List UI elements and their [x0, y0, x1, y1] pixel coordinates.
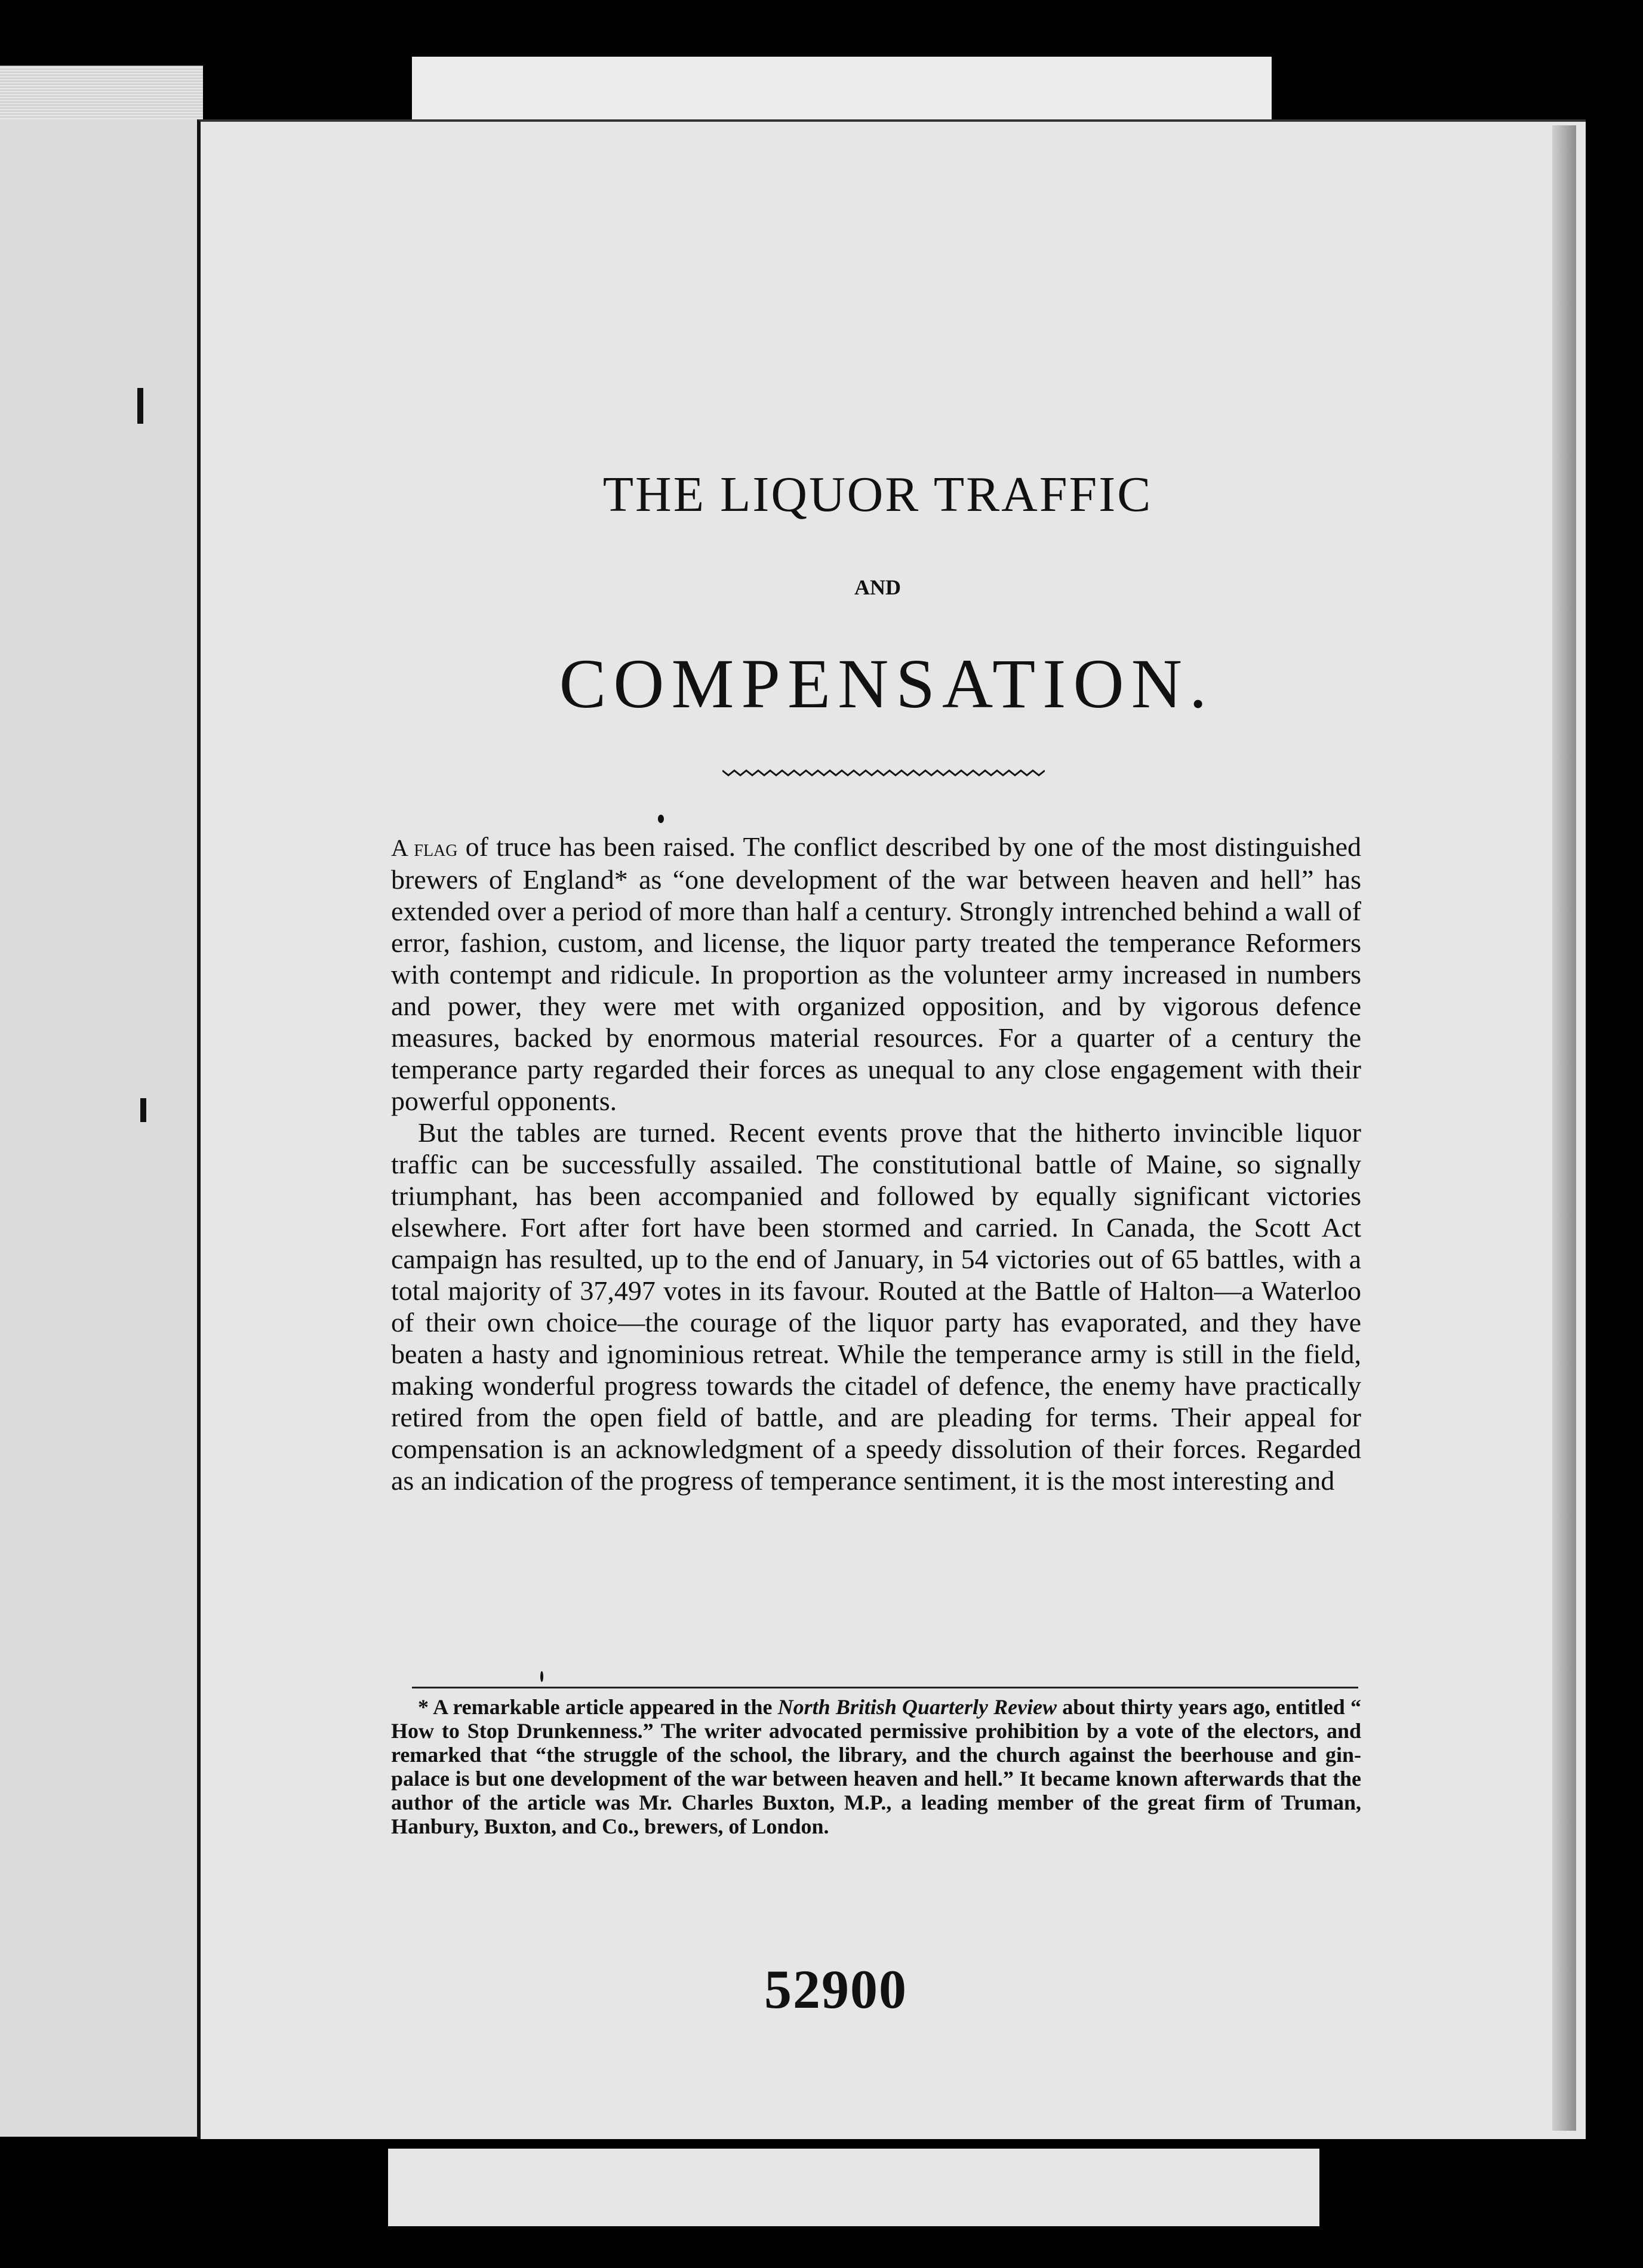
- document-subtitle: COMPENSATION.: [559, 645, 1214, 723]
- bottom-page-tab: [388, 2149, 1319, 2226]
- footnote-journal: North British Quarterly Review: [777, 1695, 1057, 1719]
- footnote-divider: [412, 1687, 1358, 1688]
- decorative-zigzag-rule: [722, 768, 1045, 778]
- paragraph-2: But the tables are turned. Recent events prove that the hitherto invincible liquor traffic can be successfully assailed. The constitutional battle of Maine, so signally triumphant, has been accompanied and followed by equally significant victories elsewhere. Fort after fort have been stormed and carried. In Canada, the Scott Act campaign has resulted, up to the end of January, in 54 victories out of 65 battles, with a total majority of 37,497 votes in its favour. Routed at the Battle of Halton—a Waterloo of their own choice—the courage of the liquor party has evaporated, and they have beaten a hasty and ignominious retreat. While the temperance army is still in the field, making wonderful progress towards the citadel of defence, the enemy have practically retired from the open field of battle, and are pleading for terms. Their appeal for compensation is an acknowledgment of a speedy dissolution of their forces. Regarded as an indication of the progress of temperance sentiment, it is the most interesting and: [391, 1117, 1361, 1496]
- paragraph-1-text: of truce has been raised. The conflict described by one of the most distinguished brewers of England* as “one development of the war between heaven and hell” has extended over a period of more than half a century. Strongly intrenched behind a wall of error, fashion, custom, and license, the liquor party treated the temperance Reformers with contempt and ridicule. In proportion as the volunteer army increased in numbers and power, they were met with organized opposition, and by vigorous defence measures, backed by enormous material resources. For a quarter of a century the temperance party regarded their forces as unequal to any close engagement with their powerful opponents.: [391, 831, 1361, 1116]
- page-edge-shadow: [1552, 125, 1576, 2131]
- footnote: [391, 1695, 1361, 1838]
- paragraph-1-lead: A flag: [391, 834, 458, 861]
- top-page-tab: [412, 57, 1272, 128]
- title-connector: AND: [854, 575, 901, 599]
- document-title: THE LIQUOR TRAFFIC: [602, 467, 1153, 522]
- paragraph-1: [391, 831, 1361, 1117]
- facing-page-edge: [0, 119, 199, 2137]
- catalog-number: 52900: [764, 1959, 907, 2020]
- footnote-rest: about thirty years ago, entitled “ How to Stop Drunkenness.” The writer advocated permissive prohibition by a vote of the electors, and remarked that “the struggle of the school, the library, and the church against the beerhouse and gin-palace is but one development of the war between heaven and hell.” It became known afterwards that the author of the article was Mr. Charles Buxton, M.P., a leading member of the great firm of Truman, Hanbury, Buxton, and Co., brewers, of London.: [391, 1695, 1361, 1838]
- footnote-lead: * A remarkable article appeared in the: [418, 1695, 778, 1719]
- footnote-text: [391, 1695, 1361, 1838]
- body-text: [391, 831, 1361, 1496]
